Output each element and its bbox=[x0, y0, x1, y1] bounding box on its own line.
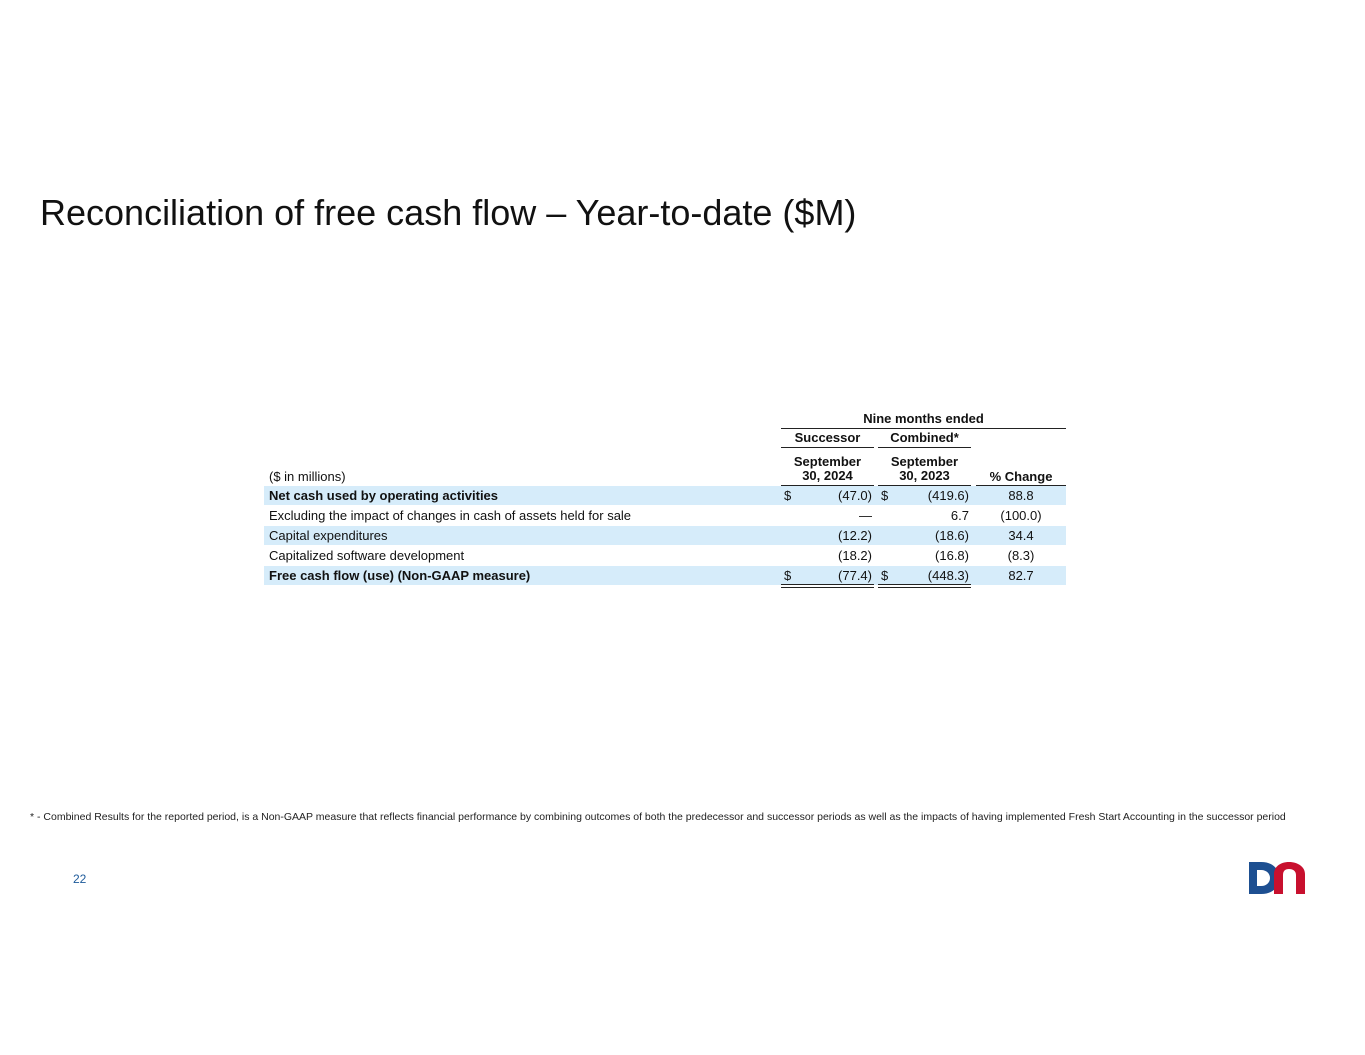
row-label: Free cash flow (use) (Non-GAAP measure) bbox=[269, 568, 531, 583]
value-successor: (77.4) bbox=[838, 568, 872, 583]
currency-successor: $ bbox=[784, 488, 792, 503]
header-group-label: Nine months ended bbox=[863, 411, 984, 426]
table-row bbox=[264, 526, 1066, 545]
table-row bbox=[264, 566, 1066, 585]
value-change: (100.0) bbox=[1000, 508, 1042, 523]
row-label: Net cash used by operating activities bbox=[269, 488, 499, 503]
column-header-successor: September 30, 2024 bbox=[793, 454, 862, 483]
table-row bbox=[264, 546, 1066, 565]
table-row bbox=[264, 506, 1066, 525]
successor-label: Successor bbox=[794, 430, 861, 445]
value-combined: (16.8) bbox=[935, 548, 969, 563]
column-header-combined: September 30, 2023 bbox=[890, 454, 959, 483]
currency-combined: $ bbox=[881, 568, 889, 583]
value-successor: (47.0) bbox=[838, 488, 872, 503]
free-cash-flow-table bbox=[264, 406, 1066, 592]
row-label: Capitalized software development bbox=[269, 548, 465, 563]
value-successor: (18.2) bbox=[838, 548, 872, 563]
value-successor: — bbox=[859, 508, 872, 523]
currency-combined: $ bbox=[881, 488, 889, 503]
value-combined: (419.6) bbox=[927, 488, 969, 503]
value-change: 88.8 bbox=[1008, 488, 1034, 503]
combined-label: Combined* bbox=[890, 430, 959, 445]
value-change: 34.4 bbox=[1008, 528, 1034, 543]
footnote: * - Combined Results for the reported period, is a Non-GAAP measure that reflects financial performance by combining outcomes of both the predecessor and successor periods as well as the impacts of having implemented Fresh Start Accounting in the successor period bbox=[30, 811, 1286, 823]
slide-title: Reconciliation of free cash flow – Year-to-date ($M) bbox=[40, 192, 857, 233]
row-label: Capital expenditures bbox=[269, 528, 388, 543]
value-change: (8.3) bbox=[1007, 548, 1035, 563]
value-combined: (448.3) bbox=[927, 568, 969, 583]
row-label: Excluding the impact of changes in cash of assets held for sale bbox=[269, 508, 632, 523]
value-successor: (12.2) bbox=[838, 528, 872, 543]
currency-successor: $ bbox=[784, 568, 792, 583]
page-number: 22 bbox=[73, 872, 87, 886]
column-header-change: % Change bbox=[989, 469, 1053, 484]
value-combined: (18.6) bbox=[935, 528, 969, 543]
dn-logo bbox=[1247, 860, 1307, 896]
value-combined: 6.7 bbox=[950, 508, 969, 523]
value-change: 82.7 bbox=[1008, 568, 1034, 583]
units-label: ($ in millions) bbox=[269, 469, 346, 484]
table-row bbox=[264, 486, 1066, 505]
